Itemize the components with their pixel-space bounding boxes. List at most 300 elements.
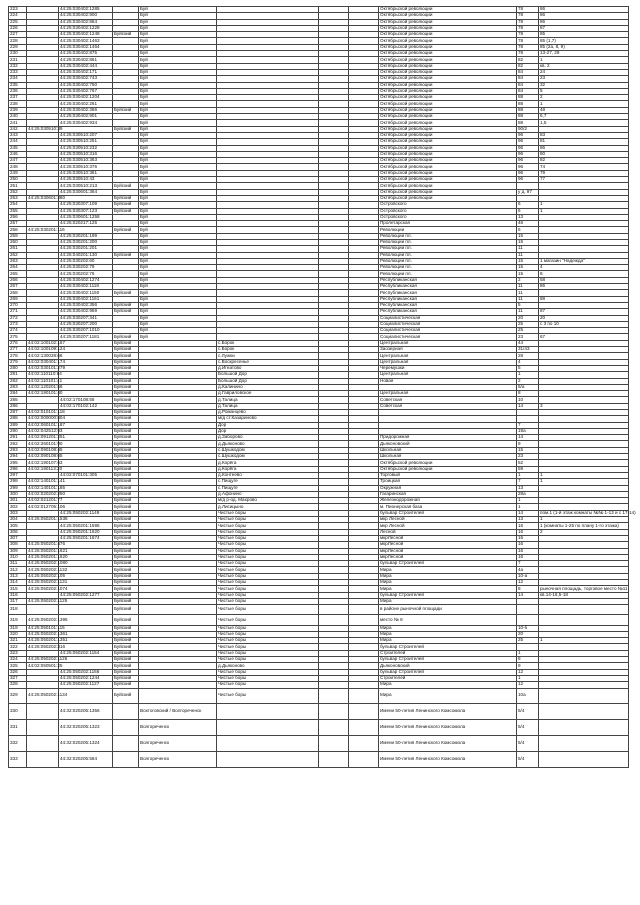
parcel-number-cell bbox=[27, 720, 59, 736]
cadastral-number-cell: 44:25:030207:1010 bbox=[59, 328, 113, 334]
street-cell: бульвар Строителей bbox=[379, 592, 517, 598]
street-cell: Октябрьской революции bbox=[379, 82, 517, 88]
parcel-number-cell: 44:02:100102:167 bbox=[28, 339, 66, 345]
settlement-cell: Чистые боры bbox=[217, 529, 319, 535]
city-cell: Буй bbox=[139, 19, 217, 25]
house-number-cell: 78 bbox=[517, 13, 539, 19]
cadastral-number-cell: 44:25:050202:1244 bbox=[59, 675, 113, 681]
settlement-cell: с.Борок bbox=[217, 340, 319, 346]
settlement-cell: д.Афонино bbox=[217, 491, 319, 497]
premises-cell: 32 bbox=[539, 82, 629, 88]
blank-cell bbox=[319, 688, 349, 704]
premises-cell: 1 bbox=[539, 517, 629, 523]
row-number-cell: 240 bbox=[9, 114, 27, 120]
house-number-cell: 6 bbox=[517, 202, 539, 208]
parcel-number-cell: 44:25:050202:1126 bbox=[28, 656, 68, 662]
row-number-cell: 276 bbox=[9, 340, 27, 346]
district-cell: Буйский bbox=[113, 472, 139, 478]
blank-cell bbox=[349, 704, 379, 720]
district-cell: Буйский bbox=[113, 657, 139, 663]
street-cell: Мира bbox=[379, 598, 517, 604]
row-number-cell: 311 bbox=[9, 561, 27, 567]
city-cell: Буй bbox=[139, 151, 217, 157]
row-number-cell: 255 bbox=[9, 208, 27, 214]
row-number-cell: 281 bbox=[9, 372, 27, 378]
cadastral-number-cell: 44:02:170108:55 bbox=[59, 397, 113, 403]
settlement-cell: Чистые боры bbox=[217, 625, 319, 631]
parcel-number-cell: 44:02:110110:64 bbox=[28, 371, 62, 377]
city-cell: Буй bbox=[139, 271, 217, 277]
house-number-cell: 13 bbox=[517, 485, 539, 491]
premises-cell: 4 bbox=[539, 265, 629, 271]
street-cell: Республиканская bbox=[379, 290, 517, 296]
street-cell: Октябрьской революции bbox=[379, 107, 517, 113]
street-cell: Мира bbox=[379, 682, 517, 688]
parcel-number-cell: 44:02:000000:804 bbox=[28, 415, 66, 421]
premises-cell: 85 (2а, 8, 9) bbox=[539, 44, 629, 50]
row-number-cell: 247 bbox=[9, 158, 27, 164]
settlement-cell: Чистые боры bbox=[217, 605, 319, 615]
row-number-cell: 292 bbox=[9, 441, 27, 447]
parcel-number-cell: 44:02:021201:77 bbox=[28, 497, 63, 503]
row-number-cell: 270 bbox=[9, 302, 27, 308]
premises-cell: 86 bbox=[539, 145, 629, 151]
street-cell: Железнодорожная bbox=[379, 498, 517, 504]
row-number-cell: 289 bbox=[9, 422, 27, 428]
premises-cell: 20 bbox=[539, 315, 629, 321]
settlement-cell: с.Пищуге bbox=[217, 485, 319, 491]
row-number-cell: 320 bbox=[9, 631, 27, 637]
street-cell: Дьяконовский bbox=[379, 441, 517, 447]
row-number-cell: 223 bbox=[9, 7, 27, 13]
row-number-cell: 317 bbox=[9, 598, 27, 604]
city-cell: Буй bbox=[139, 76, 217, 82]
row-number-cell: 294 bbox=[9, 454, 27, 460]
district-cell: Буйский bbox=[113, 340, 139, 346]
street-cell: бульвар Строителей bbox=[379, 657, 517, 663]
parcel-number-cell: 44:25:050201:1621 bbox=[28, 547, 68, 553]
row-number-cell: 283 bbox=[9, 384, 27, 390]
city-cell: Буй bbox=[139, 252, 217, 258]
city-cell bbox=[139, 688, 217, 704]
street-cell: Школьная bbox=[379, 454, 517, 460]
house-number-cell: 96 bbox=[517, 139, 539, 145]
cadastral-number-cell: 44:25:030202:60 bbox=[59, 258, 113, 264]
row-number-cell: 274 bbox=[9, 328, 27, 334]
cadastral-number-cell: 44:25:030510:207 bbox=[59, 132, 113, 138]
cadastral-number-cell: 44:25:050202:1127 bbox=[59, 682, 113, 688]
house-number-cell: 14 bbox=[517, 510, 539, 516]
premises-cell: 82 bbox=[539, 158, 629, 164]
parcel-number-cell: 44:25:050202:1361 bbox=[28, 631, 68, 637]
row-number-cell: 287 bbox=[9, 410, 27, 416]
parcel-number-cell: 44:02:090108:65 bbox=[28, 453, 63, 459]
house-number-cell: 19а bbox=[517, 428, 539, 434]
premises-cell: 2 bbox=[539, 529, 629, 535]
district-cell: Буйский bbox=[113, 682, 139, 688]
row-number-cell: 232 bbox=[9, 63, 27, 69]
house-number-cell: 11 bbox=[517, 296, 539, 302]
city-cell: Буй bbox=[139, 221, 217, 227]
settlement-cell: д.Калинино bbox=[217, 384, 319, 390]
row-number-cell: 306 bbox=[9, 529, 27, 535]
street-cell: Революции пл. bbox=[379, 246, 517, 252]
house-number-cell: 88 bbox=[517, 114, 539, 120]
settlement-cell: Чистые боры bbox=[217, 615, 319, 625]
city-cell: Волгореченск bbox=[139, 720, 217, 736]
street-cell: Новая bbox=[379, 378, 517, 384]
house-number-cell: 96 bbox=[517, 132, 539, 138]
row-number-cell: 248 bbox=[9, 164, 27, 170]
row-number-cell: 226 bbox=[9, 25, 27, 31]
house-number-cell: 96 bbox=[517, 158, 539, 164]
cadastral-number-cell: 44:25:050201:1620 bbox=[59, 529, 113, 535]
street-cell: Социалистическая bbox=[379, 334, 517, 340]
house-number-cell: 78 bbox=[517, 7, 539, 13]
city-cell: Буй bbox=[139, 32, 217, 38]
cadastral-number-cell: 44:25:040201:130 bbox=[59, 252, 113, 258]
street-cell: Окружная bbox=[379, 485, 517, 491]
district-cell: Буйский bbox=[113, 410, 139, 416]
parcel-number-cell: 44:02:110101:41 bbox=[28, 377, 63, 383]
district-cell: Буйский bbox=[113, 504, 139, 510]
premises-cell: 48 bbox=[539, 107, 629, 113]
row-number-cell: 249 bbox=[9, 170, 27, 176]
row-number-cell: 286 bbox=[9, 403, 27, 409]
cadastral-number-cell: 44:25:050201:1595 bbox=[59, 523, 113, 529]
premises-cell: 13-27, 29 bbox=[539, 51, 629, 57]
house-number-cell: 88 bbox=[517, 120, 539, 126]
house-number-cell: 14 bbox=[517, 435, 539, 441]
cadastral-number-cell: 44:25:050202:1277 bbox=[59, 592, 113, 598]
house-number-cell: 12 bbox=[517, 682, 539, 688]
street-cell: Центральная bbox=[379, 372, 517, 378]
city-cell: Буй bbox=[139, 139, 217, 145]
city-cell: Буй bbox=[139, 265, 217, 271]
district-cell bbox=[113, 720, 139, 736]
house-number-cell: 5/4 bbox=[517, 751, 539, 767]
row-number-cell: 238 bbox=[9, 101, 27, 107]
parcel-number-cell: 44:02:042512:93 bbox=[28, 428, 63, 434]
premises-cell: 3 bbox=[539, 403, 629, 409]
district-cell: Буйский bbox=[113, 498, 139, 504]
premises-cell: 86 bbox=[539, 13, 629, 19]
blank-cell bbox=[349, 735, 379, 751]
row-number-cell: 307 bbox=[9, 535, 27, 541]
cadastral-number-cell: 44:25:030201:200 bbox=[59, 239, 113, 245]
premises-cell: 87 bbox=[539, 25, 629, 31]
city-cell: Буй bbox=[139, 202, 217, 208]
cadastral-number-cell: 44:32:020205:1324 bbox=[59, 735, 113, 751]
house-number-cell: 96 bbox=[517, 164, 539, 170]
house-number-cell: 2 bbox=[517, 378, 539, 384]
settlement-cell: Чистые боры bbox=[217, 644, 319, 650]
street-cell: Придорожная bbox=[379, 435, 517, 441]
house-number-cell: 1 bbox=[517, 504, 539, 510]
parcel-number-cell: 44:02:030101:279 bbox=[28, 365, 66, 371]
row-number-cell: 267 bbox=[9, 284, 27, 290]
cadastral-number-cell: 44:25:030402:959 bbox=[59, 309, 113, 315]
cadastral-number-cell: 44:25:030510:232 bbox=[59, 145, 113, 151]
cadastral-number-cell: 44:25:030402:171 bbox=[59, 69, 113, 75]
street-cell: Дьяконовский bbox=[379, 663, 517, 669]
row-number-cell: 319 bbox=[9, 615, 27, 625]
blank-cell bbox=[319, 735, 349, 751]
city-cell: Буй bbox=[139, 82, 217, 88]
row-number-cell: 291 bbox=[9, 435, 27, 441]
city-cell: Буй bbox=[139, 290, 217, 296]
parcel-number-cell: 44:25:030601:380 bbox=[28, 195, 66, 201]
row-number-cell: 250 bbox=[9, 177, 27, 183]
city-cell: Вохтоговский / Волгореченск bbox=[139, 704, 217, 720]
house-number-cell: 13 bbox=[517, 214, 539, 220]
settlement-cell: с.Шушкодом bbox=[217, 447, 319, 453]
row-number-cell: 310 bbox=[9, 554, 27, 560]
row-number-cell: 224 bbox=[9, 13, 27, 19]
row-number-cell: 297 bbox=[9, 472, 27, 478]
district-cell: Буйский bbox=[113, 416, 139, 422]
premises-cell: 85 (1,7) bbox=[539, 38, 629, 44]
row-number-cell: 305 bbox=[9, 523, 27, 529]
house-number-cell: 23 bbox=[517, 454, 539, 460]
house-number-cell: 88 bbox=[517, 95, 539, 101]
parcel-number-cell: 44:25:050101:115 bbox=[28, 624, 65, 630]
district-cell: Буйский bbox=[113, 309, 139, 315]
blank-cell bbox=[319, 704, 349, 720]
settlement-cell: м/д р-од. Махрово bbox=[217, 498, 319, 504]
house-number-cell: 5 bbox=[517, 227, 539, 233]
settlement-cell: д.Талица bbox=[217, 403, 319, 409]
house-number-cell: 46 bbox=[517, 221, 539, 227]
house-number-cell: 96 bbox=[517, 145, 539, 151]
house-number-cell: 11 bbox=[517, 246, 539, 252]
settlement-cell: Чистые боры bbox=[217, 598, 319, 604]
row-number-cell: 333 bbox=[9, 751, 27, 767]
register-sheet bbox=[8, 6, 636, 768]
row-number-cell: 225 bbox=[9, 19, 27, 25]
parcel-number-cell: 44:02:091201:251 bbox=[28, 434, 66, 440]
district-cell: Буйский bbox=[113, 422, 139, 428]
cadastral-number-cell: 44:25:030402:1228 bbox=[59, 25, 113, 31]
settlement-cell: Большой Дор bbox=[217, 372, 319, 378]
street-cell: Октябрьской революции bbox=[379, 189, 517, 195]
premises-cell: 67 bbox=[539, 334, 629, 340]
district-cell: Буйский bbox=[113, 561, 139, 567]
blank-cell bbox=[349, 605, 379, 615]
cadastral-number-cell: 44:02:070101:305 bbox=[59, 472, 113, 478]
settlement-cell: Чистые боры bbox=[217, 548, 319, 554]
row-number-cell: 316 bbox=[9, 592, 27, 598]
settlement-cell: Чистые боры bbox=[217, 542, 319, 548]
settlement-cell bbox=[217, 751, 319, 767]
district-cell: Буйский bbox=[113, 353, 139, 359]
parcel-number-cell: 44:02:030401:174 bbox=[28, 358, 66, 364]
city-cell: Волгореченск bbox=[139, 735, 217, 751]
settlement-cell: с.Пищуге bbox=[217, 479, 319, 485]
premises-cell: 80 bbox=[539, 151, 629, 157]
cadastral-number-cell: 44:25:030402:1150 bbox=[59, 290, 113, 296]
parcel-number-cell: 44:25:030510:39 bbox=[28, 125, 63, 131]
city-cell: Буй bbox=[139, 95, 217, 101]
cadastral-number-cell: 44:25:030510:43 bbox=[59, 177, 113, 183]
row-number-cell: 258 bbox=[9, 227, 27, 233]
house-number-cell: 84 bbox=[517, 82, 539, 88]
house-number-cell: 8 bbox=[517, 391, 539, 397]
house-number-cell: 96 bbox=[517, 151, 539, 157]
street-cell: Мира bbox=[379, 625, 517, 631]
street-cell: Мира bbox=[379, 586, 517, 592]
house-number-cell: 31/43 bbox=[517, 347, 539, 353]
district-cell: Буйский bbox=[113, 384, 139, 390]
premises-cell bbox=[539, 720, 629, 736]
premises-cell: 1,5 bbox=[539, 120, 629, 126]
street-cell: мкрЛесной bbox=[379, 548, 517, 554]
district-cell: Буйский bbox=[113, 615, 139, 625]
row-number-cell: 321 bbox=[9, 638, 27, 644]
house-number-cell: 28а bbox=[517, 491, 539, 497]
parcel-number-cell: 44:25:050202:1125 bbox=[28, 598, 68, 604]
district-cell: Буйский bbox=[113, 573, 139, 579]
street-cell: Октябрьской революции bbox=[379, 139, 517, 145]
street-cell: Социалистическая bbox=[379, 328, 517, 334]
house-number-cell: 16 bbox=[517, 523, 539, 529]
house-number-cell: 7 bbox=[517, 561, 539, 567]
cadastral-number-cell bbox=[59, 605, 113, 615]
settlement-cell: Чистые боры bbox=[217, 682, 319, 688]
street-cell: Мира bbox=[379, 688, 517, 704]
street-cell: Торговый bbox=[379, 472, 517, 478]
house-number-cell: 15 bbox=[517, 239, 539, 245]
parcel-number-cell: 44:02:120201:56 bbox=[28, 384, 63, 389]
cadastral-number-cell: 44:25:050202:1149 bbox=[59, 510, 113, 516]
settlement-cell: Большой Дор bbox=[217, 378, 319, 384]
cadastral-number-cell: 44:25:030402:743 bbox=[59, 76, 113, 82]
city-cell: Буй bbox=[139, 107, 217, 113]
cadastral-number-cell: 44:25:030510:376 bbox=[59, 164, 113, 170]
district-cell: Буйский bbox=[113, 491, 139, 497]
district-cell: Буйский bbox=[113, 631, 139, 637]
cadastral-number-cell: 44:25:030402:750 bbox=[59, 82, 113, 88]
settlement-cell: д.Дьяконово bbox=[217, 441, 319, 447]
row-number-cell: 246 bbox=[9, 151, 27, 157]
cadastral-number-cell: 44:25:030402:1274 bbox=[59, 277, 113, 283]
table-row bbox=[9, 720, 629, 736]
house-number-cell: 16 bbox=[517, 554, 539, 560]
street-cell: Мира bbox=[379, 573, 517, 579]
premises-cell: 85 bbox=[539, 32, 629, 38]
city-cell: Буй bbox=[139, 258, 217, 264]
cadastral-number-cell: 44:25:030402:901 bbox=[59, 114, 113, 120]
house-number-cell: 10-б bbox=[517, 625, 539, 631]
district-cell: Буйский bbox=[113, 302, 139, 308]
row-number-cell: 308 bbox=[9, 542, 27, 548]
street-cell: Центральная bbox=[379, 359, 517, 365]
cadastral-number-cell: 44:25:030307:109 bbox=[59, 202, 113, 208]
parcel-number-cell: 44:02:140101:141 bbox=[28, 478, 66, 484]
row-number-cell: 298 bbox=[9, 479, 27, 485]
city-cell bbox=[139, 615, 217, 625]
parcel-number-cell: 44:25:050202:1134 bbox=[27, 688, 59, 704]
street-cell: Островского bbox=[379, 214, 517, 220]
district-cell: Буйский bbox=[113, 227, 139, 233]
row-number-cell: 285 bbox=[9, 397, 27, 403]
row-number-cell: 254 bbox=[9, 202, 27, 208]
premises-cell: 1 bbox=[539, 472, 629, 478]
table-row bbox=[9, 704, 629, 720]
parcel-number-cell: 44:25:050201:1620 bbox=[28, 554, 68, 560]
city-cell: Буй bbox=[139, 101, 217, 107]
table-row bbox=[9, 615, 629, 625]
city-cell: Буй bbox=[139, 189, 217, 195]
street-cell: Центральная bbox=[379, 391, 517, 397]
street-cell: Советская bbox=[379, 397, 517, 403]
parcel-number-cell bbox=[27, 751, 59, 767]
house-number-cell: 11 bbox=[517, 252, 539, 258]
parcel-number-cell: 44:02:012705:106 bbox=[28, 503, 66, 509]
house-number-cell: 15 bbox=[517, 233, 539, 239]
city-cell: Буй bbox=[139, 120, 217, 126]
district-cell bbox=[113, 735, 139, 751]
parcel-number-cell: 44:25:050201:1538 bbox=[28, 516, 68, 522]
house-number-cell: 25 bbox=[517, 638, 539, 644]
settlement-cell: д.Игнатово bbox=[217, 365, 319, 371]
row-number-cell: 284 bbox=[9, 391, 27, 397]
row-number-cell: 304 bbox=[9, 517, 27, 523]
parcel-number-cell: 44:02:090108:45 bbox=[28, 446, 63, 452]
settlement-cell: Чистые боры bbox=[217, 638, 319, 644]
street-cell: Октябрьской революции bbox=[379, 44, 517, 50]
house-number-cell: 78 bbox=[517, 38, 539, 44]
city-cell: Буй bbox=[139, 183, 217, 189]
city-cell: Буй bbox=[139, 195, 217, 201]
house-number-cell: 4а bbox=[517, 567, 539, 573]
street-cell: Октябрьской революции bbox=[379, 183, 517, 189]
house-number-cell: 15 bbox=[517, 265, 539, 271]
street-cell: Гагаринская bbox=[379, 491, 517, 497]
street-cell: Октябрьской революции bbox=[379, 151, 517, 157]
row-number-cell: 314 bbox=[9, 580, 27, 586]
street-cell: Октябрьской революции bbox=[379, 7, 517, 13]
cadastral-number-cell: 44:25:030510:363 bbox=[59, 158, 113, 164]
parcel-number-cell: 44:02:060101:187 bbox=[28, 421, 66, 427]
row-number-cell: 328 bbox=[9, 682, 27, 688]
settlement-cell: Чистые боры bbox=[217, 675, 319, 681]
parcel-number-cell: 44:02:260101:90 bbox=[28, 440, 63, 446]
city-cell: Буй bbox=[139, 63, 217, 69]
row-number-cell: 323 bbox=[9, 650, 27, 656]
house-number-cell: 15 bbox=[517, 271, 539, 277]
settlement-cell: Чистые боры bbox=[217, 573, 319, 579]
house-number-cell: 16 bbox=[517, 542, 539, 548]
house-number-cell: у д. 97 bbox=[517, 189, 539, 195]
house-number-cell: 1 bbox=[517, 675, 539, 681]
settlement-cell: Чистые боры bbox=[217, 567, 319, 573]
row-number-cell: 331 bbox=[9, 720, 27, 736]
city-cell: Буй bbox=[139, 177, 217, 183]
cadastral-number-cell: 44:25:030402:1204 bbox=[59, 95, 113, 101]
street-cell: Имени 50-летия Ленинского Комсомола bbox=[379, 735, 517, 751]
row-number-cell: 239 bbox=[9, 107, 27, 113]
house-number-cell: 2 bbox=[517, 277, 539, 283]
street-cell: Имени 50-летия Ленинского Комсомола bbox=[379, 704, 517, 720]
house-number-cell: 52 bbox=[517, 460, 539, 466]
street-cell: Октябрьской революции bbox=[379, 95, 517, 101]
house-number-cell: 15 bbox=[517, 447, 539, 453]
row-number-cell: 241 bbox=[9, 120, 27, 126]
house-number-cell: 16 bbox=[517, 529, 539, 535]
settlement-cell: Чистые боры bbox=[217, 517, 319, 523]
district-cell: Буйский bbox=[113, 208, 139, 214]
